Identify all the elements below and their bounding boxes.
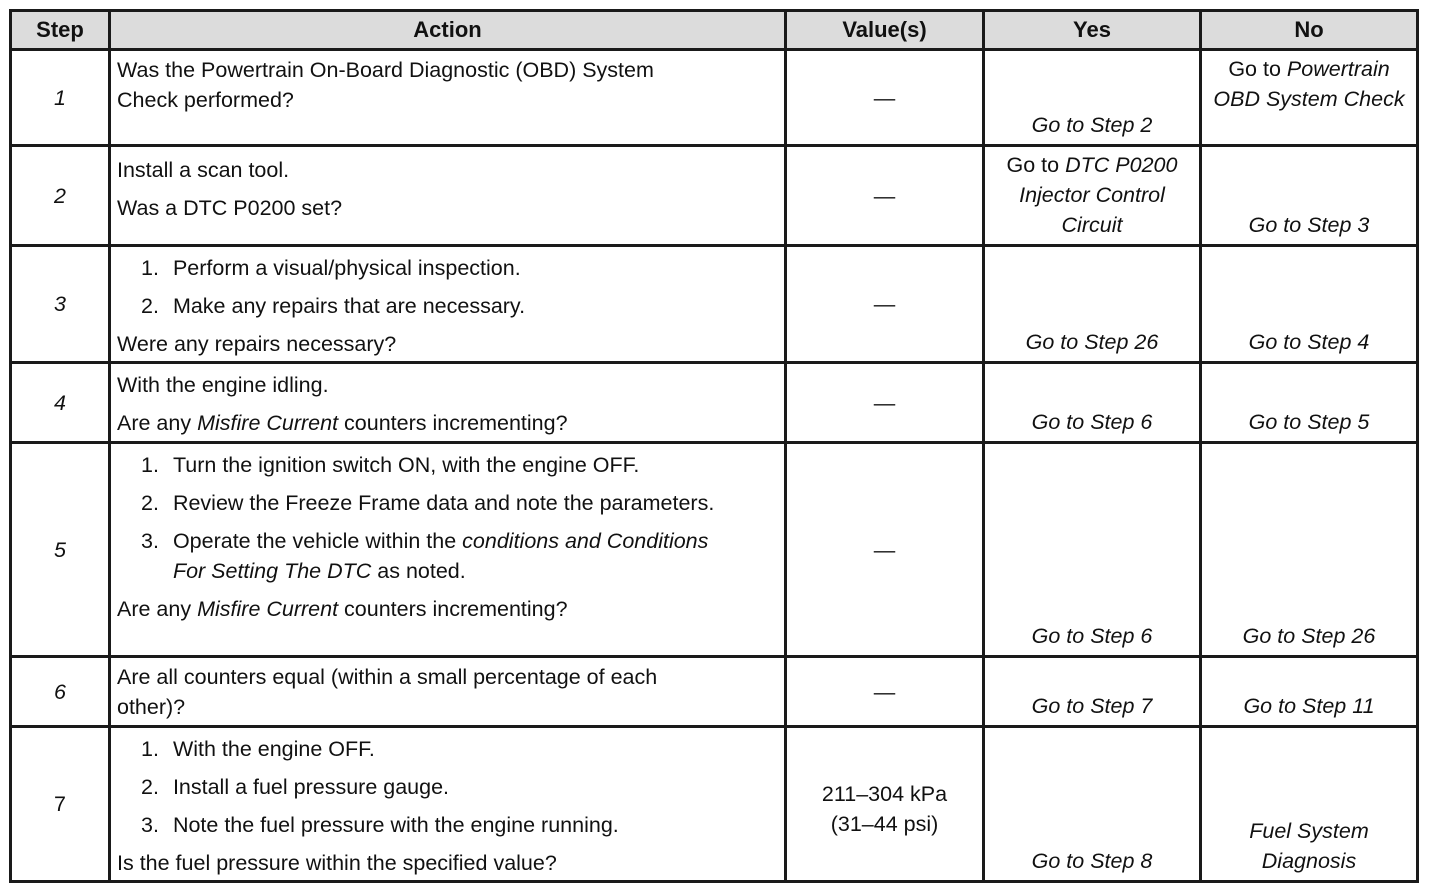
no-cell: Fuel System Diagnosis bbox=[1201, 727, 1418, 882]
list-item bbox=[117, 253, 778, 283]
question-text: counters incrementing? bbox=[344, 411, 568, 435]
value-cell: — bbox=[786, 657, 984, 727]
no-prefix: Go to bbox=[1228, 57, 1281, 81]
yes-target: DTC P0200 Injector Control Circuit bbox=[1019, 153, 1178, 237]
list-number: 1. bbox=[141, 453, 159, 477]
question-text: Are any bbox=[117, 597, 192, 621]
table-row bbox=[11, 146, 1418, 246]
action-line: Was a DTC P0200 set? bbox=[117, 196, 343, 220]
step-number: 2 bbox=[11, 146, 110, 246]
no-cell: Go to Step 11 bbox=[1201, 657, 1418, 727]
step-number: 7 bbox=[11, 727, 110, 882]
list-item bbox=[117, 526, 778, 586]
yes-cell: Go to Step 6 bbox=[984, 363, 1201, 443]
no-cell: Go to Step 26 bbox=[1201, 443, 1418, 657]
action-line: Are all counters equal (within a small percentage of each other)? bbox=[117, 665, 658, 719]
action-question: Were any repairs necessary? bbox=[117, 332, 397, 356]
question-text: Are any bbox=[117, 411, 192, 435]
step-number: 6 bbox=[11, 657, 110, 727]
table-row bbox=[11, 443, 1418, 657]
list-item bbox=[117, 488, 778, 518]
action-cell bbox=[110, 727, 786, 882]
header-yes: Yes bbox=[984, 11, 1201, 50]
header-no: No bbox=[1201, 11, 1418, 50]
question-emphasis: Misfire Current bbox=[197, 411, 339, 435]
action-question: Is the fuel pressure within the specified value? bbox=[117, 851, 557, 875]
no-cell: Go to Step 5 bbox=[1201, 363, 1418, 443]
value-cell: — bbox=[786, 443, 984, 657]
list-text-part: as noted. bbox=[377, 559, 466, 583]
value-cell: — bbox=[786, 363, 984, 443]
header-step: Step bbox=[11, 11, 110, 50]
list-item bbox=[117, 734, 778, 764]
action-cell bbox=[110, 50, 786, 146]
header-action: Action bbox=[110, 11, 786, 50]
header-row bbox=[11, 11, 1418, 50]
no-cell bbox=[1201, 50, 1418, 146]
action-line: Check performed? bbox=[117, 88, 294, 112]
step-number: 5 bbox=[11, 443, 110, 657]
no-cell: Go to Step 3 bbox=[1201, 146, 1418, 246]
header-values: Value(s) bbox=[786, 11, 984, 50]
value-cell: — bbox=[786, 246, 984, 363]
list-text: Note the fuel pressure with the engine running. bbox=[172, 813, 619, 837]
list-number: 1. bbox=[141, 256, 159, 280]
yes-cell: Go to Step 8 bbox=[984, 727, 1201, 882]
list-text-emphasis: conditions and Conditions For Setting The DTC bbox=[172, 529, 709, 583]
table-row bbox=[11, 727, 1418, 882]
action-cell bbox=[110, 443, 786, 657]
table-row bbox=[11, 246, 1418, 363]
action-line: Was the Powertrain On-Board Diagnostic (OBD) System bbox=[117, 58, 654, 82]
action-cell bbox=[110, 657, 786, 727]
list-number: 2. bbox=[141, 775, 159, 799]
action-line: Install a scan tool. bbox=[117, 158, 290, 182]
action-cell bbox=[110, 363, 786, 443]
question-text: counters incrementing? bbox=[344, 597, 568, 621]
question-emphasis: Misfire Current bbox=[197, 597, 339, 621]
list-text: Review the Freeze Frame data and note the parameters. bbox=[172, 491, 715, 515]
step-number: 1 bbox=[11, 50, 110, 146]
action-question bbox=[117, 594, 778, 624]
list-item bbox=[117, 291, 778, 321]
action-cell bbox=[110, 246, 786, 363]
list-text: With the engine OFF. bbox=[172, 737, 375, 761]
value-cell: — bbox=[786, 146, 984, 246]
yes-prefix: Go to bbox=[1006, 153, 1060, 177]
list-number: 1. bbox=[141, 737, 159, 761]
list-text: Make any repairs that are necessary. bbox=[172, 294, 526, 318]
diagnostic-table bbox=[9, 9, 1419, 883]
yes-cell: Go to Step 7 bbox=[984, 657, 1201, 727]
yes-cell: Go to Step 26 bbox=[984, 246, 1201, 363]
list-text-part: Operate the vehicle within the bbox=[172, 529, 457, 553]
list-text: Install a fuel pressure gauge. bbox=[172, 775, 450, 799]
yes-cell: Go to Step 6 bbox=[984, 443, 1201, 657]
value-line: (31–44 psi) bbox=[830, 812, 939, 836]
step-number: 4 bbox=[11, 363, 110, 443]
table-row bbox=[11, 657, 1418, 727]
yes-cell: Go to Step 2 bbox=[984, 50, 1201, 146]
list-text: Turn the ignition switch ON, with the engine OFF. bbox=[172, 453, 640, 477]
action-cell bbox=[110, 146, 786, 246]
list-number: 2. bbox=[141, 491, 159, 515]
no-cell: Go to Step 4 bbox=[1201, 246, 1418, 363]
value-line: 211–304 kPa bbox=[821, 782, 948, 806]
yes-cell bbox=[984, 146, 1201, 246]
list-number: 3. bbox=[141, 813, 159, 837]
list-number: 2. bbox=[141, 294, 159, 318]
list-item bbox=[117, 772, 778, 802]
table-row bbox=[11, 363, 1418, 443]
action-line: With the engine idling. bbox=[117, 373, 329, 397]
table-row bbox=[11, 50, 1418, 146]
list-number: 3. bbox=[141, 529, 159, 553]
step-number: 3 bbox=[11, 246, 110, 363]
list-item bbox=[117, 450, 778, 480]
action-question bbox=[117, 408, 778, 438]
list-text bbox=[173, 526, 718, 586]
no-target: Powertrain OBD System Check bbox=[1213, 57, 1405, 111]
value-cell: — bbox=[786, 50, 984, 146]
list-text: Perform a visual/physical inspection. bbox=[172, 256, 521, 280]
value-cell bbox=[786, 727, 984, 882]
list-item bbox=[117, 810, 778, 840]
